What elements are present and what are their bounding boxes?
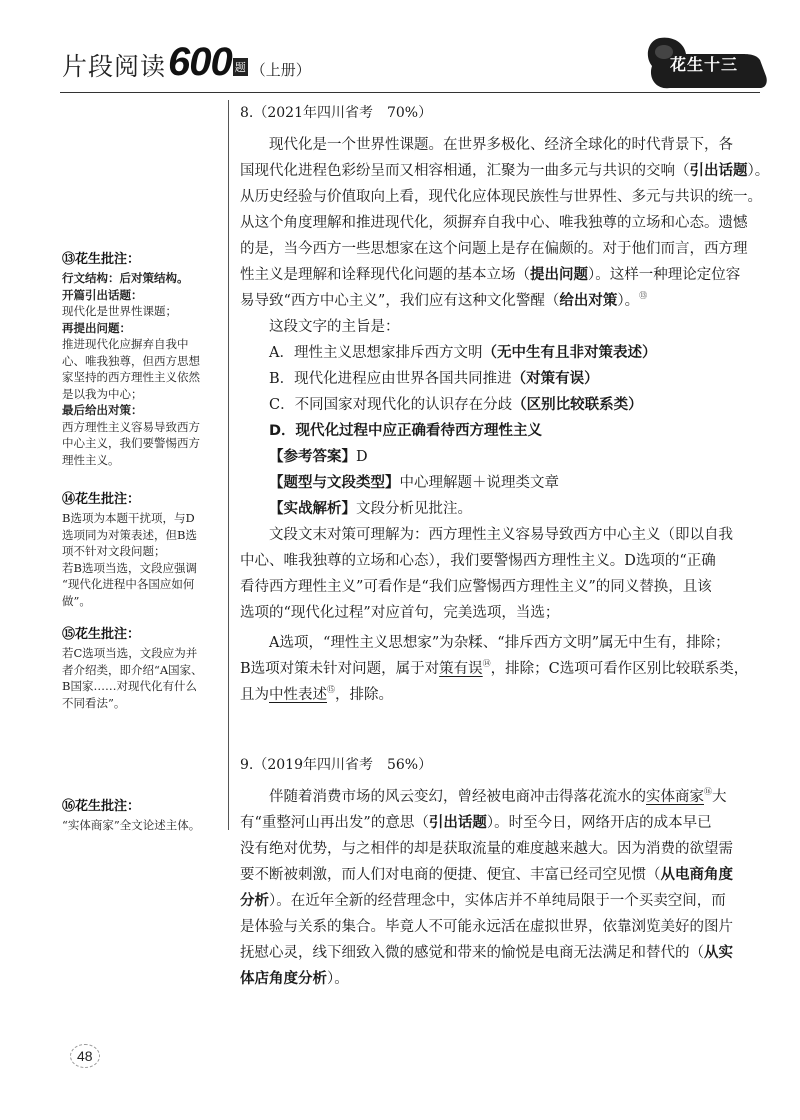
q9-para-line: 体店角度分析）。 xyxy=(240,971,349,987)
q9-para-line: 抚慰心灵，线下细致入微的感觉和带来的愉悦是电商无法满足和替代的（从实 xyxy=(240,945,733,961)
note-line: 选项同为对策表述，但B选 xyxy=(62,527,197,542)
note-line: 开篇引出话题： xyxy=(62,287,143,302)
q8-answer: 【参考答案】D xyxy=(269,449,368,465)
book-title-prefix: 片段阅读 xyxy=(62,52,167,81)
note-line: 现代化是世界性课题； xyxy=(62,304,177,318)
q8-explain-line: B选项对策未针对问题，属于对策有误⑭，排除；C选项可看作区别比较联系类， xyxy=(240,659,749,677)
q9-para-line: 伴随着消费市场的风云变幻，曾经被电商冲击得落花流水的实体商家⑯大 xyxy=(269,787,727,805)
q9-para-line: 没有绝对优势，与之相伴的却是获取流量的难度越来越大。因为消费的欲望需 xyxy=(240,841,733,857)
note-13-title: ⑬花生批注： xyxy=(62,252,141,267)
note-line: 做”。 xyxy=(62,593,91,608)
note-line: 者介绍类，即介绍“A国家、 xyxy=(62,662,203,677)
q8-para-line: 易导致“西方中心主义”，我们应有这种文化警醒（给出对策）。⑬ xyxy=(240,291,648,309)
book-title xyxy=(62,40,311,92)
note-line: 是以我为中心； xyxy=(62,386,143,401)
question-8-header: 8.（2021年四川省考 70%） xyxy=(240,105,433,121)
book-title-number: 600 xyxy=(168,40,232,84)
note-line: 心、唯我独尊，但西方思想 xyxy=(62,353,200,368)
q8-explain-line: 选项的“现代化过程”对应首句，完美选项，当选； xyxy=(240,605,560,621)
note-line: 不同看法”。 xyxy=(62,695,126,710)
q8-para-line: 从这个角度理解和推进现代化，须摒弃自我中心、唯我独尊的立场和心态。遗憾 xyxy=(240,215,748,231)
brand-text: 花生十三 xyxy=(670,55,739,74)
note-line: 项不针对文段问题； xyxy=(62,544,166,558)
q8-para-line: 现代化是一个世界性课题。在世界多极化、经济全球化的时代背景下，各 xyxy=(269,137,733,153)
page-header xyxy=(0,0,800,110)
note-line: B国家……对现代化有什么 xyxy=(62,679,197,693)
q8-para-line: 国现代化进程色彩纷呈而又相容相通，汇聚为一曲多元与共识的交响（引出话题）。 xyxy=(240,163,770,179)
note-line: 理性主义。 xyxy=(62,452,120,467)
note-line: 中心主义，我们要警惕西方 xyxy=(62,436,200,450)
q9-para-line: 分析）。在近年全新的经营理念中，实体店并不单纯局限于一个买卖空间，而 xyxy=(240,893,726,909)
note-14 xyxy=(62,490,222,609)
note-line: “实体商家”全文论述主体。 xyxy=(62,818,201,832)
note-14-title: ⑭花生批注： xyxy=(62,492,141,507)
q8-option-c: C．不同国家对现代化的认识存在分歧（区别比较联系类） xyxy=(269,397,643,413)
note-line: 若C选项当选，文段应为并 xyxy=(62,646,198,660)
q9-para-line: 要不断被刺激，而人们对电商的便捷、便宜、丰富已经司空见惯（从电商角度 xyxy=(240,867,733,883)
book-title-unit: 题 xyxy=(233,58,248,76)
note-13 xyxy=(62,250,222,468)
q8-para-line: 的是，当今西方一些思想家在这个问题上是存在偏颇的。对于他们而言，西方理 xyxy=(240,241,748,257)
page-number: 48 xyxy=(70,1044,100,1068)
note-line: 行文结构：后对策结构。 xyxy=(62,271,189,285)
note-15-title: ⑮花生批注： xyxy=(62,627,141,642)
q8-question: 这段文字的主旨是： xyxy=(269,319,400,335)
q8-explain-line: 文段文末对策可理解为：西方理性主义容易导致西方中心主义（即以自我 xyxy=(269,527,733,543)
note-15 xyxy=(62,625,222,711)
q8-option-a: A．理性主义思想家排斥西方文明（无中生有且非对策表述） xyxy=(269,345,657,361)
q8-explain-line: 且为中性表述⑮，排除。 xyxy=(240,685,393,703)
note-line: B选项为本题干扰项，与D xyxy=(62,511,195,525)
note-line: 若B选项当选，文段应强调 xyxy=(62,560,197,575)
q8-option-d: D．现代化过程中应正确看待西方理性主义 xyxy=(269,423,543,439)
q8-type: 【题型与文段类型】中心理解题＋说理类文章 xyxy=(269,475,559,491)
question-9 xyxy=(240,752,760,992)
question-8 xyxy=(240,100,770,708)
question-9-header: 9.（2019年四川省考 56%） xyxy=(240,757,433,773)
note-16-title: ⑯花生批注： xyxy=(62,799,141,814)
q8-option-b: B．现代化进程应由世界各国共同推进（对策有误） xyxy=(269,371,599,387)
note-line: 最后给出对策： xyxy=(62,403,143,417)
book-title-volume: （上册） xyxy=(250,61,311,79)
q9-para-line: 有“重整河山再出发”的意思（引出话题）。时至今日，网络开店的成本早已 xyxy=(240,815,712,831)
q8-explain-line: 中心、唯我独尊的立场和心态），我们要警惕西方理性主义。D选项的“正确 xyxy=(240,553,716,569)
brand-logo xyxy=(640,30,770,96)
q8-explain-line: 看待西方理性主义”可看作是“我们应警惕西方理性主义”的同义替换，且该 xyxy=(240,579,712,595)
q8-para-line: 从历史经验与价值取向上看，现代化应体现民族性与世界性、多元与共识的统一。 xyxy=(240,189,762,205)
note-line: 西方理性主义容易导致西方 xyxy=(62,419,200,434)
note-line: “现代化进程中各国应如何 xyxy=(62,577,195,591)
q9-para-line: 是体验与关系的集合。毕竟人不可能永远活在虚拟世界，依靠浏览美好的图片 xyxy=(240,919,733,935)
column-divider xyxy=(228,100,229,830)
q8-explain-line: A选项，“理性主义思想家”为杂糅、“排斥西方文明”属无中生有，排除； xyxy=(269,635,730,651)
note-line: 家坚持的西方理性主义依然 xyxy=(62,370,200,384)
q8-para-line: 性主义是理解和诠释现代化问题的基本立场（提出问题）。这样一种理论定位容 xyxy=(240,267,741,283)
note-line: 再提出问题： xyxy=(62,320,131,335)
note-16 xyxy=(62,797,222,834)
note-line: 推进现代化应摒弃自我中 xyxy=(62,337,189,351)
q8-analysis: 【实战解析】文段分析见批注。 xyxy=(269,501,472,517)
